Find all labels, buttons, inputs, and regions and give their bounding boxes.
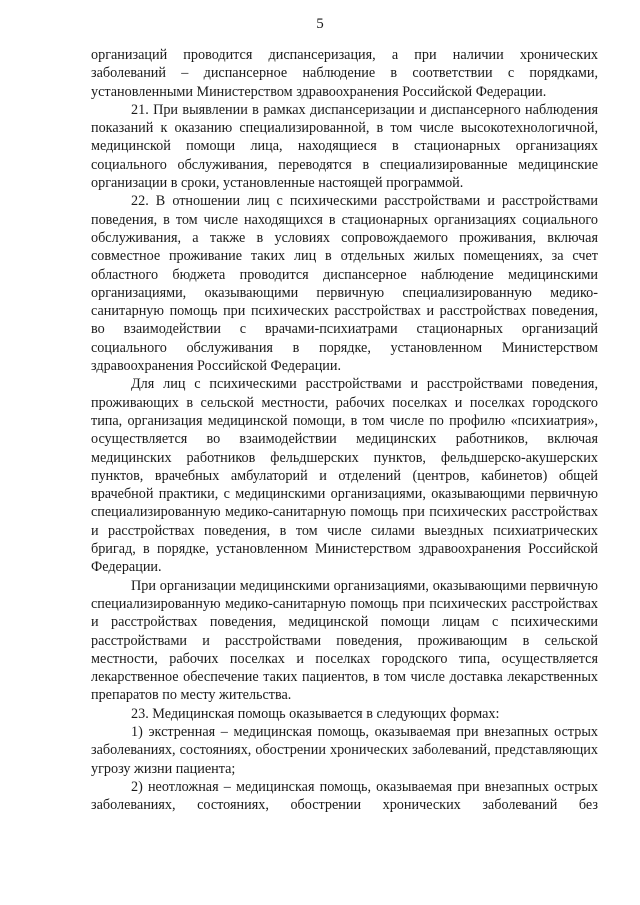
paragraph-22: 22. В отношении лиц с психическими расстройствами и расстройствами поведения, в том числе находящихся в стационарных организациях социального обслуживания, а также в условиях сопровождаемого проживания, включая совместное проживание таких лиц в отдельных жилых помещениях, за счет областного бюджета проводится диспансерное наблюдение медицинскими организациями, оказывающими первичную специализированную медико-санитарную помощь при психических расстройствах и расстройствах поведения, во взаимодействии с врачами-психиатрами стационарных организаций социального обслуживания в порядке, установленном Министерством здравоохранения Российской Федерации. <box>91 193 598 375</box>
page-number: 5 <box>316 16 324 32</box>
paragraph-23: 23. Медицинская помощь оказывается в следующих формах: <box>131 705 500 722</box>
paragraph-22-medication: При организации медицинскими организациями, оказывающими первичную специализированную медико-санитарную помощь при психических расстройствах и расстройствах поведения, медицинской помощи лицам с психическими расстройствами и расстройствами поведения, проживающим в сельской местности, рабочих поселках и поселках городского типа, осуществляется лекарственное обеспечение таких пациентов, в том числе доставка лекарственных препаратов по месту жительства. <box>91 577 598 704</box>
list-item-emergency: 1) экстренная – медицинская помощь, оказываемая при внезапных острых заболеваниях, состояниях, обострении хронических заболеваний, представляющих угрозу жизни пациента; <box>91 723 598 777</box>
paragraph-21: 21. При выявлении в рамках диспансеризации и диспансерного наблюдения показаний к оказанию специализированной, в том числе высокотехнологичной, медицинской помощи лица, находящиеся в стационарных организациях социального обслуживания, переводятся в специализированные медицинские организации в сроки, установленные настоящей программой. <box>91 101 598 192</box>
document-body <box>91 46 598 814</box>
list-item-urgent: 2) неотложная – медицинская помощь, оказываемая при внезапных острых заболеваниях, состояниях, обострении хронических заболеваний без <box>91 778 598 814</box>
paragraph-22-rural: Для лиц с психическими расстройствами и расстройствами поведения, проживающих в сельской местности, рабочих поселках и поселках городского типа, организация медицинской помощи, в том числе по профилю «психиатрия», осуществляется во взаимодействии медицинских работников, включая медицинских работников фельдшерских пунктов, фельдшерско-акушерских пунктов, врачебных амбулаторий и отделений (центров, кабинетов) общей врачебной практики, с медицинскими организациями, оказывающими первичную специализированную медико-санитарную помощь при психических расстройствах и расстройствах поведения, в том числе силами выездных психиатрических бригад, в порядке, установленном Министерством здравоохранения Российской Федерации. <box>91 376 598 576</box>
paragraph-continuation: организаций проводится диспансеризация, а при наличии хронических заболеваний – диспансерное наблюдение в соответствии с порядками, установленными Министерством здравоохранения Российской Федерации. <box>91 47 598 100</box>
